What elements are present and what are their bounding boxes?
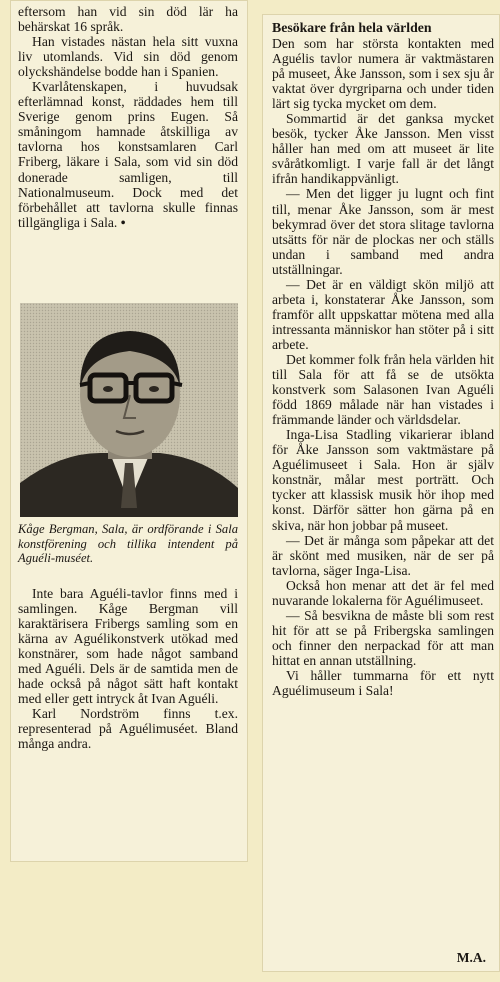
paragraph: Han vistades nästan hela sitt vuxna liv utomlands. Vid sin död genom olyckshändelse bodde han i Spanien. (18, 34, 238, 80)
subheading: Besökare från hela världen (272, 20, 432, 35)
photo-caption: Kåge Bergman, Sala, är ordförande i Sala konstförening och tillika intendent på Aguéli-muséet. (18, 522, 238, 565)
article-column-left-top (18, 4, 238, 230)
paragraph: eftersom han vid sin död lär ha behärskat 16 språk. (18, 4, 238, 35)
paragraph: Det kommer folk från hela världen hit till Sala för att få se de utsökta konstverk som Salasonen Ivan Aguéli född 1869 målade när han vistades i främmande länder och världsdelar. (272, 351, 494, 428)
author-signature: M.A. (456, 950, 486, 965)
paragraph: — Det är en väldigt skön miljö att arbeta i, konstaterar Åke Jansson, som framför allt uppskattar mötena med alla intressanta människor han stöter på i sitt arbete. (272, 276, 494, 352)
paragraph: Karl Nordström finns t.ex. representerad på Aguélimuséet. Bland många andra. (18, 706, 238, 752)
portrait-photo (20, 303, 238, 517)
paragraph: Den som har största kontakten med Aguélis tavlor numera är vaktmästaren på museet, Åke Jansson, som i sex sju år vaktat över dyrgriparna och under tiden lärt sig tycka mycket om dem. (272, 36, 494, 112)
paragraph: Också hon menar att det är fel med nuvarande lokalerna för Aguélimuseet. (272, 577, 494, 608)
paragraph: Sommartid är det ganksa mycket besök, tycker Åke Jansson. Men visst håller han med om att museet är lite svåråtkomligt. I varje fall är det långt ifrån handikappvänligt. (272, 111, 494, 187)
paragraph: Inga-Lisa Stadling vikarierar ibland för Åke Jansson som vaktmästare på Aguélimuseet i Sala. Hon är själv konstnär, målar mest porträtt. Och tycker att klassisk musik hör ihop med konst. Därför sätter hon gärna på en skiva, när hon jobbar på museet. (272, 427, 494, 533)
paragraph: — Det är många som påpekar att det är skönt med musiken, när de ser på tavlorna, säger Inga-Lisa. (272, 532, 494, 578)
article-column-right (272, 20, 494, 698)
paragraph: Vi håller tummarna för ett nytt Aguélimuseum i Sala! (272, 667, 494, 699)
article-column-left-bottom (18, 586, 238, 752)
paragraph: — Men det ligger ju lugnt och fint till, menar Åke Jansson, som är mest bekymrad över det stora slitage tavlorna utsätts för när de plockas ner och ställs undan i samband med andra utställningar. (272, 186, 494, 277)
paragraph: Kvarlåtenskapen, i huvudsak efterlämnad konst, räddades hem till Sverige genom prins Eugen. Så småningom hamnade åtskilliga av tavlorna hos konstsamlaren Carl Friberg, läkare i Sala, som vid sin död donerade samligen, till Nationalmuseum. Dock med det förbehållet att tavlorna skulle finnas tillgängliga i Sala. • (18, 79, 238, 230)
paragraph: — Så besvikna de måste bli som rest hit för att se på Fribergska samlingen och finner den nerpackad för att man hittat en annan utställning. (272, 607, 494, 668)
paragraph: Inte bara Aguéli-tavlor finns med i samlingen. Kåge Bergman vill karaktärisera Fribergs samling som en kärna av Aguélikonstverk utökad med konstnärer, som hade något samband med Aguéli. Dels är de samtida men de hade också på något sätt haft kontakt med eller gett intryck åt Ivan Aguéli. (18, 586, 238, 707)
